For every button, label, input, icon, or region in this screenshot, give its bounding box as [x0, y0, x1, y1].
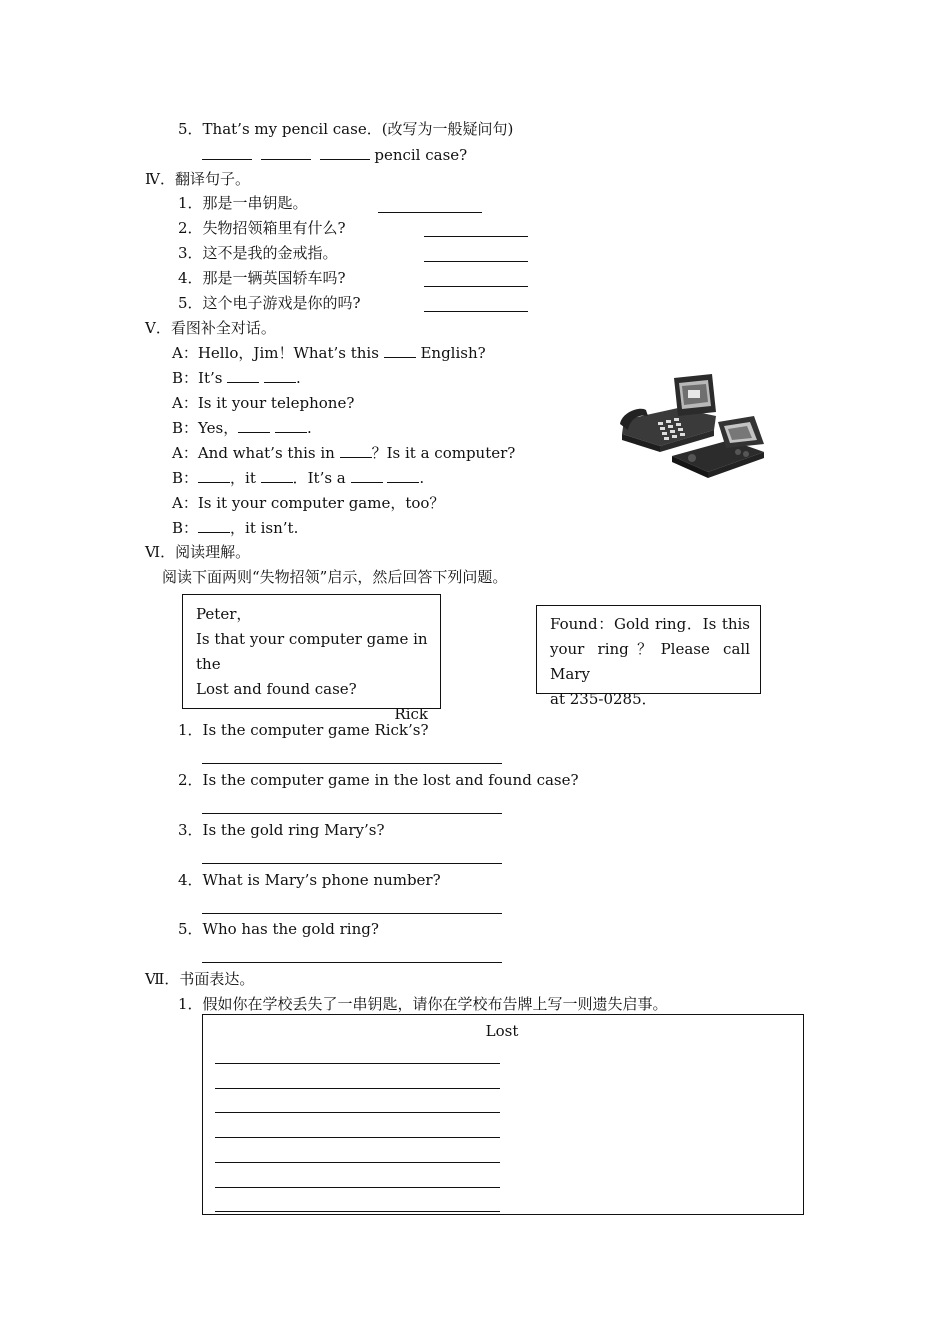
section-vi-heading: Ⅵ．阅读理解。: [145, 543, 251, 561]
answer-blank[interactable]: [320, 145, 370, 160]
writing-box-title: Lost: [485, 1022, 519, 1040]
answer-line[interactable]: [202, 913, 502, 914]
answer-blank[interactable]: [202, 145, 252, 160]
translation-item: 4．那是一辆英国轿车吗?: [178, 269, 346, 287]
reading-question: 5．Who has the gold ring?: [178, 920, 379, 938]
answer-blank[interactable]: [378, 212, 482, 213]
answer-blank[interactable]: [424, 311, 528, 312]
dialogue-line: B： ，it isn’t.: [172, 519, 299, 537]
notice-recipient: Peter，: [196, 605, 252, 623]
writing-line[interactable]: [215, 1137, 500, 1138]
writing-line[interactable]: [215, 1211, 500, 1212]
dialogue-line: B：It’s .: [172, 369, 301, 387]
writing-line[interactable]: [215, 1162, 500, 1163]
question-5-answer-line: [202, 145, 467, 165]
answer-blank[interactable]: [351, 468, 383, 483]
writing-task: 1．假如你在学校丢失了一串钥匙，请你在学校布告牌上写一则遗失启事。: [178, 995, 668, 1013]
notice-signature: Rick: [394, 705, 428, 723]
reading-question: 3．Is the gold ring Mary’s?: [178, 821, 385, 839]
answer-blank[interactable]: [264, 368, 296, 383]
answer-blank[interactable]: [424, 286, 528, 287]
answer-blank[interactable]: [198, 518, 230, 533]
answer-line[interactable]: [202, 962, 502, 963]
answer-line[interactable]: [202, 763, 502, 764]
dialogue-line: B：Yes， .: [172, 419, 312, 437]
notice-peter-text: Peter， Is that your computer game in the Lost and found case? Rick: [196, 602, 428, 727]
translation-item: 1．那是一串钥匙。: [178, 194, 308, 212]
writing-line[interactable]: [215, 1112, 500, 1113]
translation-item: 2．失物招领箱里有什么?: [178, 219, 346, 237]
question-5-rewrite: 5．That’s my pencil case．(改写为一般疑问句): [178, 120, 514, 138]
dialogue-line: B： ，it ．It’s a .: [172, 469, 425, 487]
translation-item: 5．这个电子游戏是你的吗?: [178, 294, 361, 312]
dialogue-line: A：Is it your telephone?: [172, 394, 355, 412]
reading-question: 2．Is the computer game in the lost and found case?: [178, 771, 579, 789]
notice-found-ring-text: Found：Gold ring．Is this your ring？Please call Mary at 235-0285．: [550, 615, 750, 708]
answer-suffix: pencil case?: [374, 146, 468, 164]
section-iv-heading: Ⅳ．翻译句子。: [145, 170, 250, 188]
writing-line[interactable]: [215, 1187, 500, 1188]
dialogue-line: A：Is it your computer game，too？: [172, 494, 445, 512]
answer-blank[interactable]: [340, 443, 372, 458]
answer-blank[interactable]: [387, 468, 419, 483]
reading-question: 1．Is the computer game Rick’s?: [178, 721, 429, 739]
answer-line[interactable]: [202, 813, 502, 814]
writing-line[interactable]: [215, 1088, 500, 1089]
answer-line[interactable]: [202, 863, 502, 864]
answer-blank[interactable]: [238, 418, 270, 433]
section-v-heading: Ⅴ．看图补全对话。: [145, 319, 276, 337]
reading-question: 4．What is Mary’s phone number?: [178, 871, 441, 889]
telephone-and-game-console-image: [618, 372, 770, 480]
answer-blank[interactable]: [227, 368, 259, 383]
answer-blank[interactable]: [424, 236, 528, 237]
translation-item: 3．这不是我的金戒指。: [178, 244, 338, 262]
answer-blank[interactable]: [261, 468, 293, 483]
writing-box: [202, 1014, 804, 1215]
answer-blank[interactable]: [275, 418, 307, 433]
answer-blank[interactable]: [198, 468, 230, 483]
answer-blank[interactable]: [424, 261, 528, 262]
answer-blank[interactable]: [261, 145, 311, 160]
dialogue-line: A：Hello，Jim！What’s this English?: [172, 344, 486, 362]
section-vii-heading: Ⅶ．书面表达。: [145, 970, 255, 988]
reading-instruction: 阅读下面两则“失物招领”启示，然后回答下列问题。: [162, 568, 508, 586]
dialogue-line: A：And what’s this in ？Is it a computer?: [172, 444, 516, 462]
answer-blank[interactable]: [384, 343, 416, 358]
writing-line[interactable]: [215, 1063, 500, 1064]
